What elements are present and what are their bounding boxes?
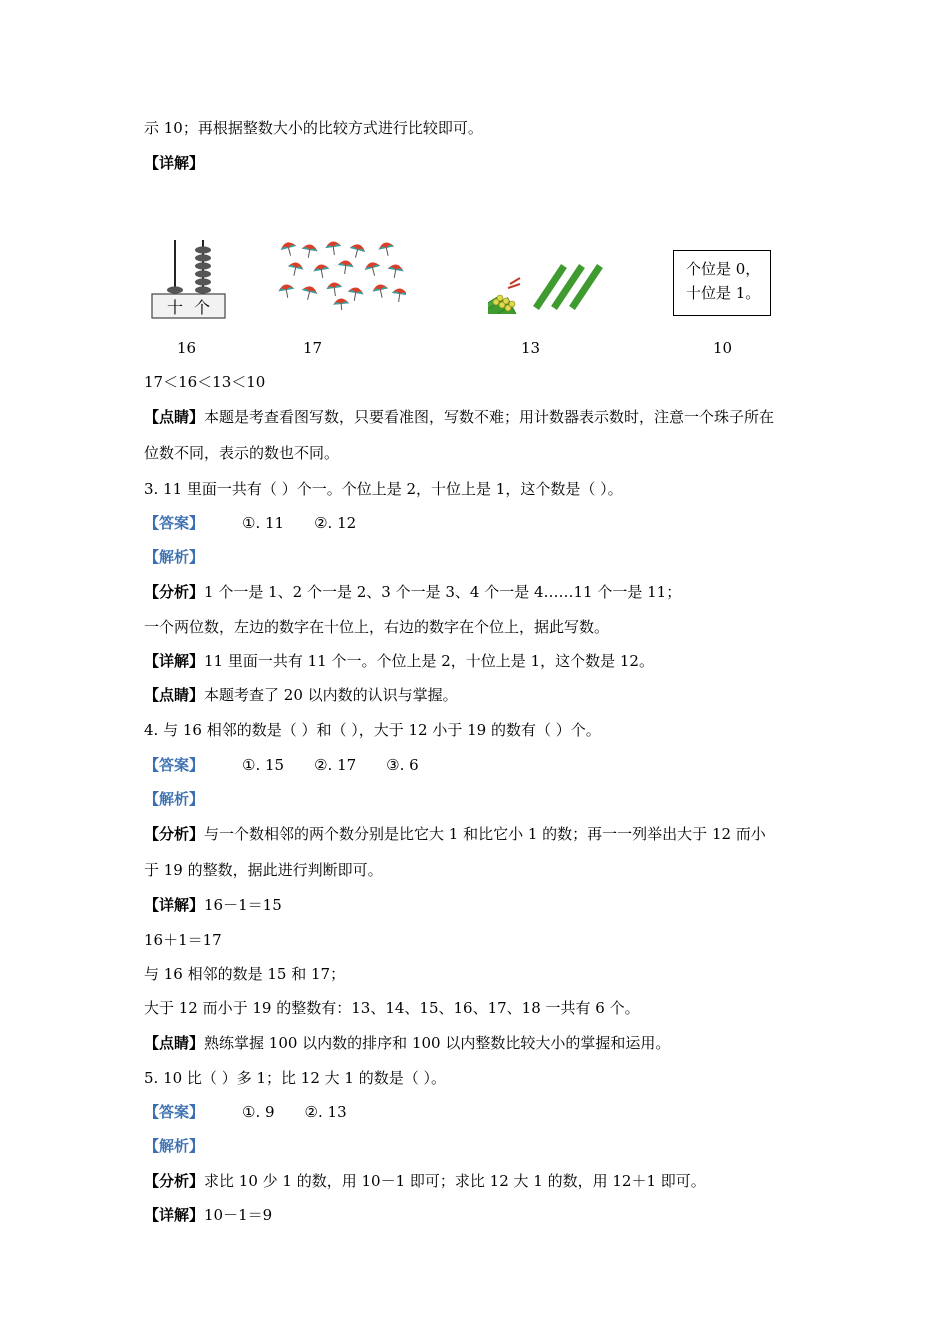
section-tag: 【详解】 <box>144 896 205 914</box>
box-line-2: 十位是 1。 <box>686 284 761 302</box>
answer-tag: 【答案】 <box>144 756 205 774</box>
text-line <box>144 824 766 844</box>
abacus-value: 16 <box>177 339 197 357</box>
text-span: 与一个数相邻的两个数分别是比它大 1 和比它小 1 的数；再一一列举出大于 12 而小 <box>204 825 766 843</box>
abacus-tens-label: 十 <box>167 298 184 317</box>
text-span: 本题考查了 20 以内数的认识与掌握。 <box>204 686 458 704</box>
text-line: 大于 12 而小于 19 的整数有：13、14、15、16、17、18 一共有 6 个。 <box>144 999 640 1017</box>
analysis-tag: 【解析】 <box>144 548 205 566</box>
text-span: 16－1＝15 <box>204 896 282 914</box>
place-value-box <box>673 250 771 316</box>
sticks-figure <box>488 254 604 314</box>
text-line <box>144 1205 272 1225</box>
abacus-figure <box>150 236 228 320</box>
text-line <box>144 582 681 602</box>
analysis-tag: 【解析】 <box>144 790 205 808</box>
section-tag: 【分析】 <box>144 1172 205 1190</box>
answer-item: ③. 6 <box>386 756 419 774</box>
text-span: 本题是考查看图写数，只要看准图，写数不难；用计数器表示数时，注意一个珠子所在 <box>204 408 775 426</box>
question-4: 4. 与 16 相邻的数是（ ）和（ ），大于 12 小于 19 的数有（ ）个。 <box>144 721 601 739</box>
answer-item: ②. 17 <box>314 756 357 774</box>
umbrella-value: 17 <box>303 339 323 357</box>
text-line <box>144 685 458 705</box>
section-tag: 【分析】 <box>144 825 205 843</box>
text-line <box>144 1033 670 1053</box>
question-3: 3. 11 里面一共有（ ）个一。个位上是 2，十位上是 1，这个数是（ ）。 <box>144 480 623 498</box>
answer-tag: 【答案】 <box>144 514 205 532</box>
answer-item: ②. 13 <box>304 1103 347 1121</box>
section-tag: 【点睛】 <box>144 686 205 704</box>
answer-item: ①. 9 <box>242 1103 275 1121</box>
answer-item: ①. 11 <box>242 514 285 532</box>
text-span: 11 里面一共有 11 个一。个位上是 2，十位上是 1，这个数是 12。 <box>204 652 654 670</box>
text-span: 1 个一是 1、2 个一是 2、3 个一是 3、4 个一是 4……11 个一是 11； <box>204 583 682 601</box>
abacus-ones-label: 个 <box>194 298 211 317</box>
abacus-bead <box>167 286 183 293</box>
answer-line <box>144 755 419 775</box>
answer-line <box>144 513 356 533</box>
text-span: 求比 10 少 1 的数，用 10－1 即可；求比 12 大 1 的数，用 12＋1 即可。 <box>204 1172 706 1190</box>
box-line-1: 个位是 0， <box>686 260 761 278</box>
section-tag: 【点睛】 <box>144 1034 205 1052</box>
text-line: 16＋1＝17 <box>144 931 222 949</box>
section-tag: 【点睛】 <box>144 408 205 426</box>
section-tag: 【详解】 <box>144 652 205 670</box>
text-span: 熟练掌握 100 以内数的排序和 100 以内整数比较大小的掌握和运用。 <box>204 1034 671 1052</box>
text-line: 于 19 的整数，据此进行判断即可。 <box>144 861 383 879</box>
analysis-tag: 【解析】 <box>144 1137 205 1155</box>
umbrella-figure <box>276 236 406 310</box>
text-line: 位数不同，表示的数也不同。 <box>144 444 340 462</box>
answer-item: ①. 15 <box>242 756 285 774</box>
text-line <box>144 895 282 915</box>
answer-line <box>144 1102 347 1122</box>
question-5: 5. 10 比（ ）多 1；比 12 大 1 的数是（ ）。 <box>144 1069 446 1087</box>
section-tag: 【分析】 <box>144 583 205 601</box>
text-line: 一个两位数，左边的数字在十位上，右边的数字在个位上，据此写数。 <box>144 618 610 636</box>
answer-item: ②. 12 <box>314 514 357 532</box>
text-line: 示 10；再根据整数大小的比较方式进行比较即可。 <box>144 119 483 137</box>
text-line: 与 16 相邻的数是 15 和 17； <box>144 965 346 983</box>
text-span: 10－1＝9 <box>204 1206 273 1224</box>
text-line <box>144 1171 706 1191</box>
comparison-line: 17＜16＜13＜10 <box>144 373 266 391</box>
text-line <box>144 407 774 427</box>
section-tag: 【详解】 <box>144 154 205 172</box>
box-value: 10 <box>713 339 733 357</box>
section-tag: 【详解】 <box>144 1206 205 1224</box>
sticks-value: 13 <box>521 339 541 357</box>
text-line <box>144 651 654 671</box>
answer-tag: 【答案】 <box>144 1103 205 1121</box>
